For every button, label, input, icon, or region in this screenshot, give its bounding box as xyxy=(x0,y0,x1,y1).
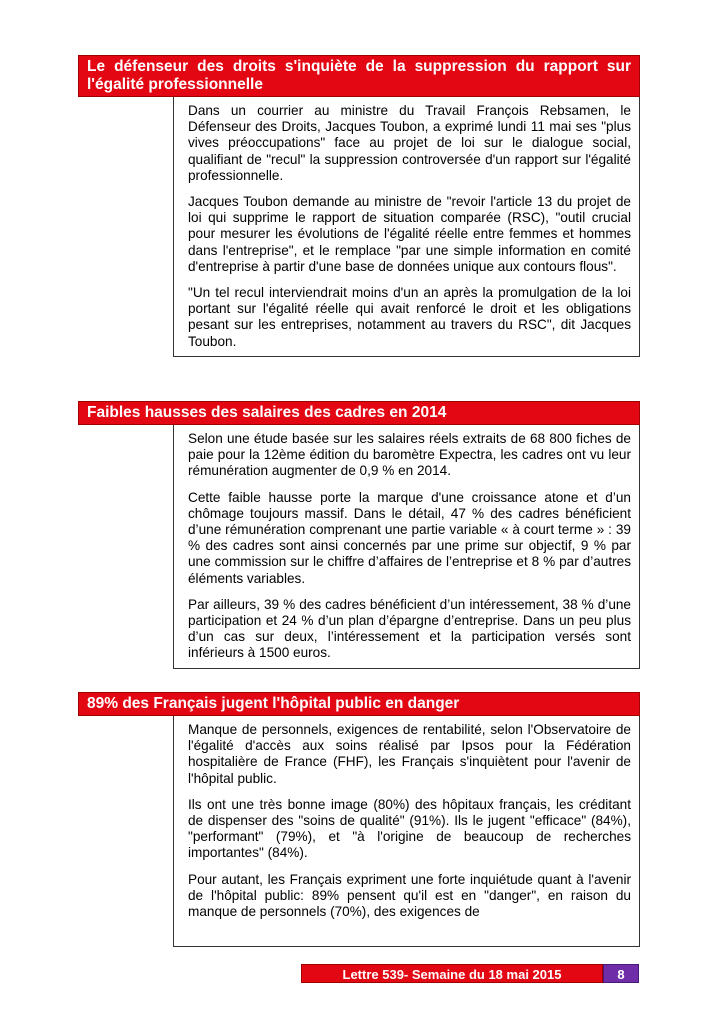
article-body xyxy=(173,716,640,947)
article-defenseur-droits xyxy=(78,55,640,357)
article-title: Le défenseur des droits s'inquiète de la suppression du rapport sur l'égalité professionnelle xyxy=(78,55,640,97)
paragraph: "Un tel recul interviendrait moins d'un an après la promulgation de la loi portant sur l'égalité réelle qui avait renforcé le droit et les obligations pesant sur les entreprises, notamment au travers du RSC", dit Jacques Toubon. xyxy=(188,285,631,349)
paragraph: Manque de personnels, exigences de rentabilité, selon l'Observatoire de l'égalité d'accès aux soins réalisé par Ipsos pour la Fédération hospitalière de France (FHF), les Français s'inquiètent pour l'avenir de l'hôpital public. xyxy=(188,722,631,786)
paragraph: Dans un courrier au ministre du Travail François Rebsamen, le Défenseur des Droits, Jacques Toubon, a exprimé lundi 11 mai ses "plus vives préoccupations" face au projet de loi sur le dialogue social, qualifiant de "recul" la suppression controversée d'un rapport sur l'égalité professionnelle. xyxy=(188,103,631,183)
article-hopital-public xyxy=(78,692,640,947)
paragraph: Ils ont une très bonne image (80%) des hôpitaux français, les créditant de dispenser des "soins de qualité" (91%). Ils le jugent "efficace" (84%), "performant" (79%), et "à l'origine de beaucoup de recherches importantes" (84%). xyxy=(188,796,631,861)
newsletter-issue-label: Lettre 539- Semaine du 18 mai 2015 xyxy=(301,964,603,983)
paragraph: Pour autant, les Français expriment une forte inquiétude quant à l'avenir de l'hôpital public: 89% pensent qu'il est en "danger", en raison du manque de personnels (70%), des exigences de xyxy=(188,871,631,920)
paragraph: Cette faible hausse porte la marque d'une croissance atone et d’un chômage toujours massif. Dans le détail, 47 % des cadres bénéficient d’une rémunération comprenant une partie variable « à court terme » : 39 % des cadres sont ainsi concernés par une prime sur objectif, 9 % par une commission sur le chiffre d’affaires de l’entreprise et 8 % par d’autres éléments variables. xyxy=(188,489,631,586)
paragraph: Par ailleurs, 39 % des cadres bénéficient d’un intéressement, 38 % d’une participation et 24 % d’un plan d’épargne d’entreprise. Dans un peu plus d’un cas sur deux, l’intéressement et la participation versés sont inférieurs à 1500 euros. xyxy=(188,596,631,661)
article-salaires-cadres xyxy=(78,401,640,669)
paragraph: Selon une étude basée sur les salaires réels extraits de 68 800 fiches de paie pour la 12ème édition du baromètre Expectra, les cadres ont vu leur rémunération augmenter de 0,9 % en 2014. xyxy=(188,431,631,479)
article-body xyxy=(173,425,640,669)
article-body xyxy=(173,97,640,357)
page-footer xyxy=(301,964,639,983)
article-title: 89% des Français jugent l'hôpital public en danger xyxy=(78,692,640,716)
page-number: 8 xyxy=(603,964,639,983)
article-title: Faibles hausses des salaires des cadres en 2014 xyxy=(78,401,640,425)
paragraph: Jacques Toubon demande au ministre de "revoir l'article 13 du projet de loi qui supprime le rapport de situation comparée (RSC), "outil crucial pour mesurer les évolutions de l'égalité réelle entre femmes et hommes dans l'entreprise", et le remplace "par une simple information en comité d'entreprise à partir d'une base de données unique aux contours flous". xyxy=(188,194,631,274)
